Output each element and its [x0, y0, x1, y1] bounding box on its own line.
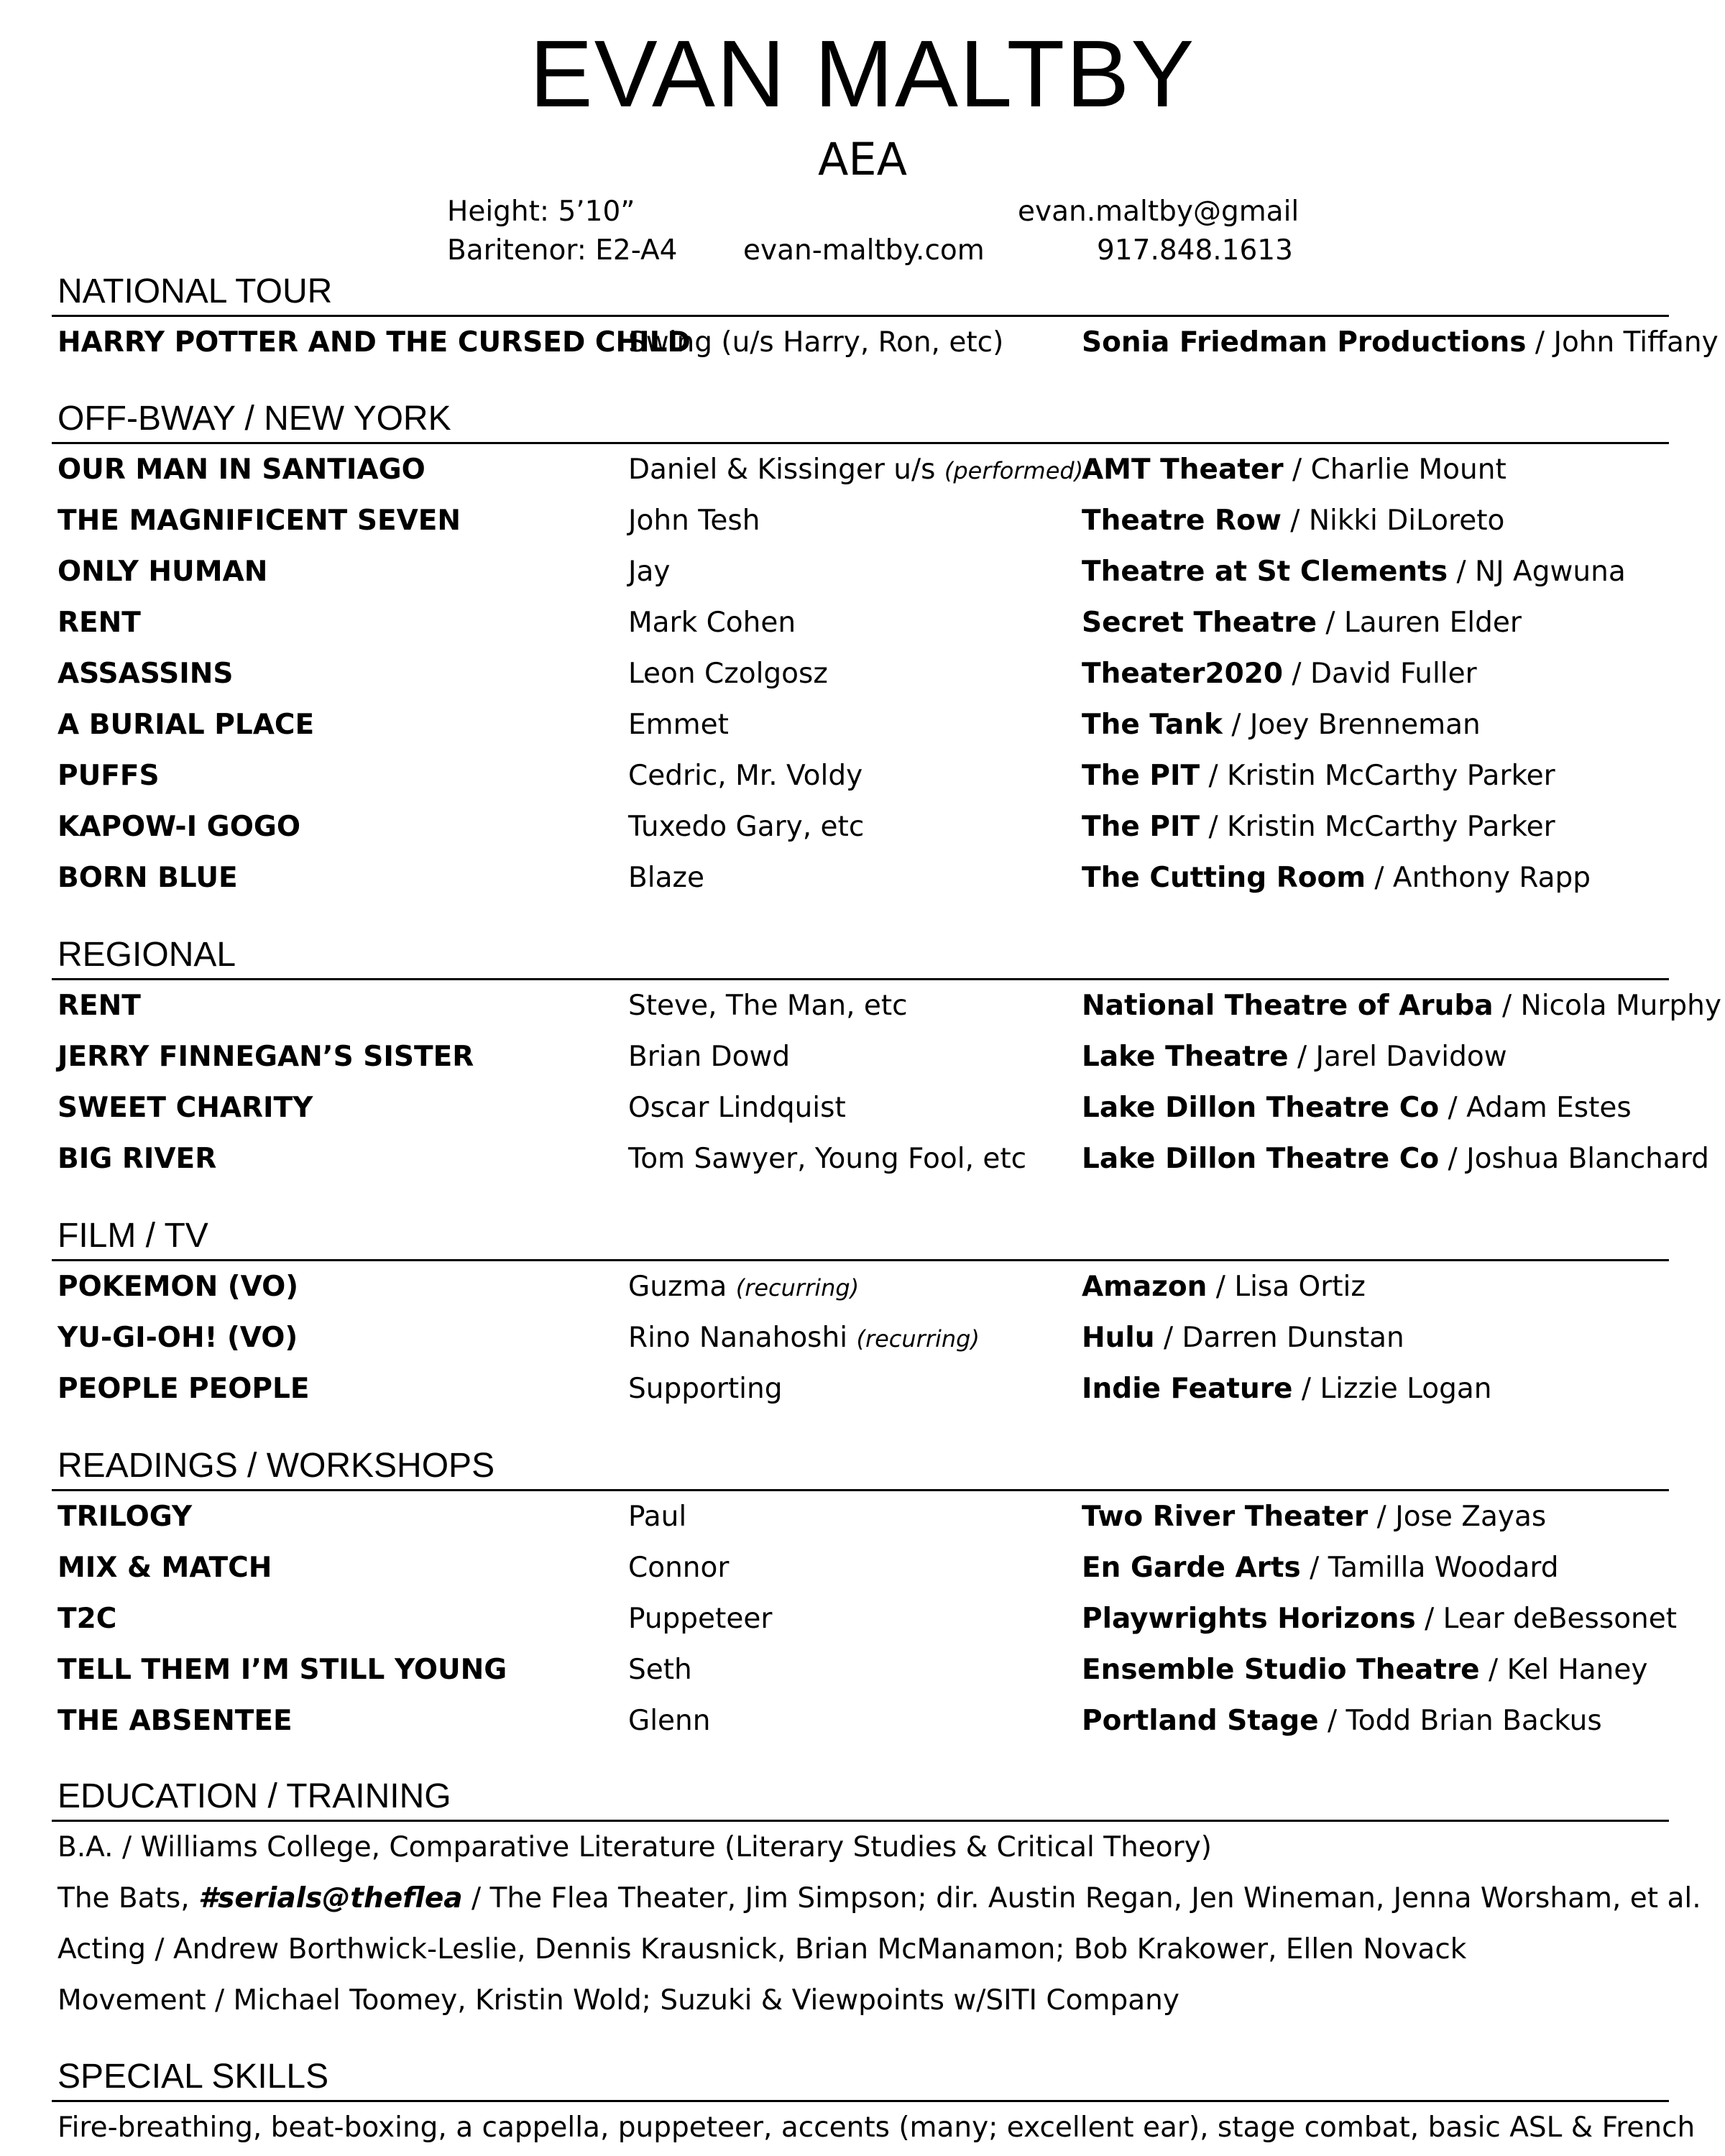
credit-venue: Ensemble Studio Theatre	[1082, 1654, 1480, 1686]
credit-show: THE ABSENTEE	[58, 1705, 293, 1737]
credit-director: / Lauren Elder	[1317, 607, 1522, 639]
credit-venue-cell	[1082, 750, 1555, 801]
credit-role: Connor	[628, 1552, 730, 1584]
credit-show: OUR MAN IN SANTIAGO	[58, 453, 426, 486]
credit-venue-cell	[1082, 1644, 1647, 1695]
performer-name: EVAN MALTBY	[529, 21, 1196, 126]
credit-role: Paul	[628, 1501, 687, 1533]
credit-role-cell	[628, 317, 1003, 368]
credit-director: / Tamilla Woodard	[1300, 1552, 1559, 1584]
credit-director: / Joshua Blanchard	[1439, 1143, 1709, 1175]
credit-role: John Tesh	[628, 505, 760, 537]
credit-role-cell	[628, 1363, 782, 1414]
training-movement: Movement / Michael Toomey, Kristin Wold; Suzuki & Viewpoints w/SITI Company	[58, 1984, 1179, 2017]
credit-venue-cell	[1082, 801, 1555, 852]
credit-row	[52, 980, 1721, 1031]
section-readings-workshops	[52, 1445, 1678, 1746]
credit-venue-cell	[1082, 1031, 1507, 1082]
credit-row	[52, 597, 1669, 648]
credit-role-cell	[628, 495, 760, 546]
credit-role-cell	[628, 852, 704, 903]
credit-row	[52, 1363, 1669, 1414]
credit-venue: Portland Stage	[1082, 1705, 1319, 1737]
credit-show: JERRY FINNEGAN’S SISTER	[58, 1041, 474, 1073]
credit-venue: The Tank	[1082, 709, 1223, 741]
credit-venue-cell	[1082, 648, 1477, 699]
credit-venue-cell	[1082, 1542, 1559, 1593]
credit-director: / Nicola Murphy	[1493, 990, 1721, 1022]
credit-venue: Lake Theatre	[1082, 1041, 1289, 1073]
credit-row	[52, 1491, 1669, 1542]
credit-show: POKEMON (VO)	[58, 1271, 299, 1303]
phone-number: 917.848.1613	[1097, 234, 1293, 267]
credit-venue-cell	[1082, 1133, 1709, 1184]
section-regional	[52, 934, 1721, 1184]
height-stat: Height: 5’10”	[447, 195, 635, 228]
credit-venue: National Theatre of Aruba	[1082, 990, 1494, 1022]
training-acting: Acting / Andrew Borthwick-Leslie, Dennis Krausnick, Brian McManamon; Bob Krakower, Ellen Novack	[58, 1933, 1467, 1966]
credit-show: PUFFS	[58, 760, 160, 792]
credits-list	[52, 980, 1721, 1184]
credit-director: / John Tiffany	[1526, 326, 1719, 359]
credit-director: / Anthony Rapp	[1365, 862, 1591, 894]
credit-role-cell	[628, 1261, 859, 1314]
credit-show: KAPOW-I GOGO	[58, 811, 301, 843]
credit-role: Emmet	[628, 709, 729, 741]
credit-director: / David Fuller	[1283, 658, 1477, 690]
credits-list	[52, 317, 1719, 368]
credit-venue: AMT Theater	[1082, 453, 1284, 486]
credit-show: RENT	[58, 990, 141, 1022]
credit-venue-cell	[1082, 495, 1504, 546]
section-title: NATIONAL TOUR	[58, 272, 333, 310]
credit-director: / Kel Haney	[1479, 1654, 1648, 1686]
email-address[interactable]: evan.maltby@gmail	[1018, 195, 1300, 228]
credit-director: / Kristin McCarthy Parker	[1200, 811, 1555, 843]
credit-role-cell	[628, 1542, 729, 1593]
credit-venue-cell	[1082, 852, 1591, 903]
credit-row	[52, 750, 1669, 801]
credit-role-cell	[628, 750, 862, 801]
credit-venue: Two River Theater	[1082, 1501, 1368, 1533]
website-link[interactable]: evan-maltby.com	[743, 234, 985, 267]
credit-row	[52, 699, 1669, 750]
credit-venue-cell	[1082, 1261, 1366, 1312]
credit-show: YU-GI-OH! (VO)	[58, 1322, 298, 1354]
credit-role: Tuxedo Gary, etc	[628, 811, 865, 843]
credit-row	[52, 444, 1669, 495]
credit-show: BORN BLUE	[58, 862, 238, 894]
credit-show: ONLY HUMAN	[58, 556, 268, 588]
credit-venue: The PIT	[1082, 760, 1200, 792]
credit-row	[52, 317, 1719, 368]
credit-venue-cell	[1082, 597, 1522, 648]
credit-show: MIX & MATCH	[58, 1552, 272, 1584]
credit-director: / Charlie Mount	[1283, 453, 1506, 486]
credit-show: T2C	[58, 1603, 117, 1635]
credit-role: Mark Cohen	[628, 607, 796, 639]
credit-row	[52, 801, 1669, 852]
credit-director: / Lear deBessonet	[1415, 1603, 1678, 1635]
training-flea-detail: / The Flea Theater, Jim Simpson; dir. Austin Regan, Jen Wineman, Jenna Worsham, et al.	[462, 1882, 1701, 1915]
credit-role: Tom Sawyer, Young Fool, etc	[628, 1143, 1027, 1175]
credit-role: Seth	[628, 1654, 692, 1686]
credit-director: / Jose Zayas	[1368, 1501, 1547, 1533]
credit-director: / Darren Dunstan	[1154, 1322, 1404, 1354]
credit-venue: The Cutting Room	[1082, 862, 1366, 894]
section-title: SPECIAL SKILLS	[58, 2058, 329, 2096]
credit-director: / Joey Brenneman	[1223, 709, 1481, 741]
section-special-skills	[52, 2055, 1696, 2153]
credit-row	[52, 495, 1669, 546]
credit-director: / Kristin McCarthy Parker	[1200, 760, 1555, 792]
training-flea-prefix: The Bats,	[58, 1882, 198, 1915]
credit-role: Swing (u/s Harry, Ron, etc)	[628, 326, 1004, 359]
section-title: REGIONAL	[58, 936, 236, 974]
credit-venue: Theatre Row	[1082, 505, 1282, 537]
credit-role: Leon Czolgosz	[628, 658, 828, 690]
credit-role-cell	[628, 444, 1083, 497]
credit-venue-cell	[1082, 444, 1506, 495]
credit-role-cell	[628, 980, 908, 1031]
credit-role-cell	[628, 1031, 790, 1082]
credit-venue: Hulu	[1082, 1322, 1155, 1354]
credit-row	[52, 1695, 1669, 1746]
credit-show: THE MAGNIFICENT SEVEN	[58, 505, 461, 537]
credit-show: TRILOGY	[58, 1501, 193, 1533]
credit-venue: Sonia Friedman Productions	[1082, 326, 1527, 359]
credit-role-cell	[628, 1133, 1026, 1184]
credit-role: Oscar Lindquist	[628, 1092, 846, 1124]
section-national-tour	[52, 270, 1719, 368]
credit-role-cell	[628, 1593, 772, 1644]
credit-role: Rino Nanahoshi	[628, 1322, 857, 1354]
credit-role: Glenn	[628, 1705, 711, 1737]
credit-row	[52, 1542, 1669, 1593]
credit-director: / Adam Estes	[1439, 1092, 1632, 1124]
credit-role: Brian Dowd	[628, 1041, 791, 1073]
credit-role-cell	[628, 1312, 980, 1365]
credit-role-cell	[628, 1491, 686, 1542]
credit-role-cell	[628, 1644, 692, 1695]
credit-role-note: (recurring)	[735, 1274, 860, 1302]
credit-venue: Theater2020	[1082, 658, 1284, 690]
section-title: FILM / TV	[58, 1217, 208, 1255]
credit-venue: En Garde Arts	[1082, 1552, 1301, 1584]
voice-type-stat: Baritenor: E2-A4	[447, 234, 678, 267]
credit-venue-cell	[1082, 1082, 1632, 1133]
credit-venue: Indie Feature	[1082, 1373, 1293, 1405]
credit-director: / NJ Agwuna	[1448, 556, 1626, 588]
credit-director: / Nikki DiLoreto	[1281, 505, 1505, 537]
credit-role: Daniel & Kissinger u/s	[628, 453, 944, 486]
credits-list	[52, 1491, 1678, 1746]
credit-row	[52, 546, 1669, 597]
credit-row	[52, 1593, 1678, 1644]
credit-venue-cell	[1082, 317, 1719, 368]
credit-venue: Secret Theatre	[1082, 607, 1317, 639]
special-skills-list: Fire-breathing, beat-boxing, a cappella, puppeteer, accents (many; excellent ear), stage combat, basic ASL & French	[58, 2111, 1696, 2144]
credit-venue: Amazon	[1082, 1271, 1208, 1303]
credit-role: Guzma	[628, 1271, 736, 1303]
training-flea	[52, 1873, 1701, 1924]
credit-role-cell	[628, 699, 729, 750]
credit-role-cell	[628, 801, 864, 852]
credit-venue: Lake Dillon Theatre Co	[1082, 1143, 1440, 1175]
credit-venue: The PIT	[1082, 811, 1200, 843]
credit-row	[52, 1133, 1709, 1184]
credit-role: Puppeteer	[628, 1603, 773, 1635]
education-degree: B.A. / Williams College, Comparative Literature (Literary Studies & Critical Theory)	[58, 1831, 1212, 1864]
credits-list	[52, 444, 1669, 903]
credit-show: SWEET CHARITY	[58, 1092, 313, 1124]
credit-role-cell	[628, 648, 828, 699]
credit-venue-cell	[1082, 699, 1481, 750]
union-affiliation: AEA	[818, 133, 907, 185]
credit-venue-cell	[1082, 1363, 1491, 1414]
credit-show: PEOPLE PEOPLE	[58, 1373, 310, 1405]
credit-role-cell	[628, 1082, 846, 1133]
credit-role-note: (recurring)	[856, 1325, 980, 1353]
credit-role-cell	[628, 546, 670, 597]
credit-director: / Todd Brian Backus	[1318, 1705, 1602, 1737]
credit-show: TELL THEM I’M STILL YOUNG	[58, 1654, 507, 1686]
credit-venue: Playwrights Horizons	[1082, 1603, 1416, 1635]
credit-show: HARRY POTTER AND THE CURSED CHILD	[58, 326, 691, 359]
credit-row	[52, 648, 1669, 699]
section-title: READINGS / WORKSHOPS	[58, 1447, 495, 1485]
credit-row	[52, 1312, 1669, 1363]
credit-role-cell	[628, 1695, 711, 1746]
section-title: EDUCATION / TRAINING	[58, 1777, 451, 1815]
credit-director: / Lizzie Logan	[1292, 1373, 1492, 1405]
credits-list	[52, 1261, 1669, 1414]
credit-role: Jay	[628, 556, 671, 588]
credit-show: ASSASSINS	[58, 658, 234, 690]
credit-row	[52, 852, 1669, 903]
section-film-tv	[52, 1215, 1669, 1414]
credit-venue-cell	[1082, 980, 1721, 1031]
credit-venue: Theatre at St Clements	[1082, 556, 1448, 588]
credit-row	[52, 1031, 1669, 1082]
credit-director: / Jarel Davidow	[1288, 1041, 1507, 1073]
credit-venue-cell	[1082, 1695, 1602, 1746]
credit-row	[52, 1082, 1669, 1133]
credit-venue-cell	[1082, 1491, 1546, 1542]
credit-row	[52, 1261, 1669, 1312]
section-off-bway	[52, 397, 1669, 903]
credit-venue-cell	[1082, 1593, 1677, 1644]
credit-show: BIG RIVER	[58, 1143, 217, 1175]
credit-row	[52, 1644, 1669, 1695]
credit-show: RENT	[58, 607, 141, 639]
credit-show: A BURIAL PLACE	[58, 709, 315, 741]
credit-role: Blaze	[628, 862, 704, 894]
section-education-training	[52, 1775, 1701, 2026]
credit-role-note: (performed)	[944, 457, 1084, 484]
credit-director: / Lisa Ortiz	[1207, 1271, 1366, 1303]
credit-venue-cell	[1082, 1312, 1404, 1363]
credit-role-cell	[628, 597, 796, 648]
section-title: OFF-BWAY / NEW YORK	[58, 400, 451, 438]
credit-role: Steve, The Man, etc	[628, 990, 908, 1022]
credit-role: Cedric, Mr. Voldy	[628, 760, 863, 792]
credit-venue-cell	[1082, 546, 1626, 597]
credit-venue: Lake Dillon Theatre Co	[1082, 1092, 1440, 1124]
credit-role: Supporting	[628, 1373, 783, 1405]
training-flea-company: #serials@theflea	[198, 1882, 463, 1915]
